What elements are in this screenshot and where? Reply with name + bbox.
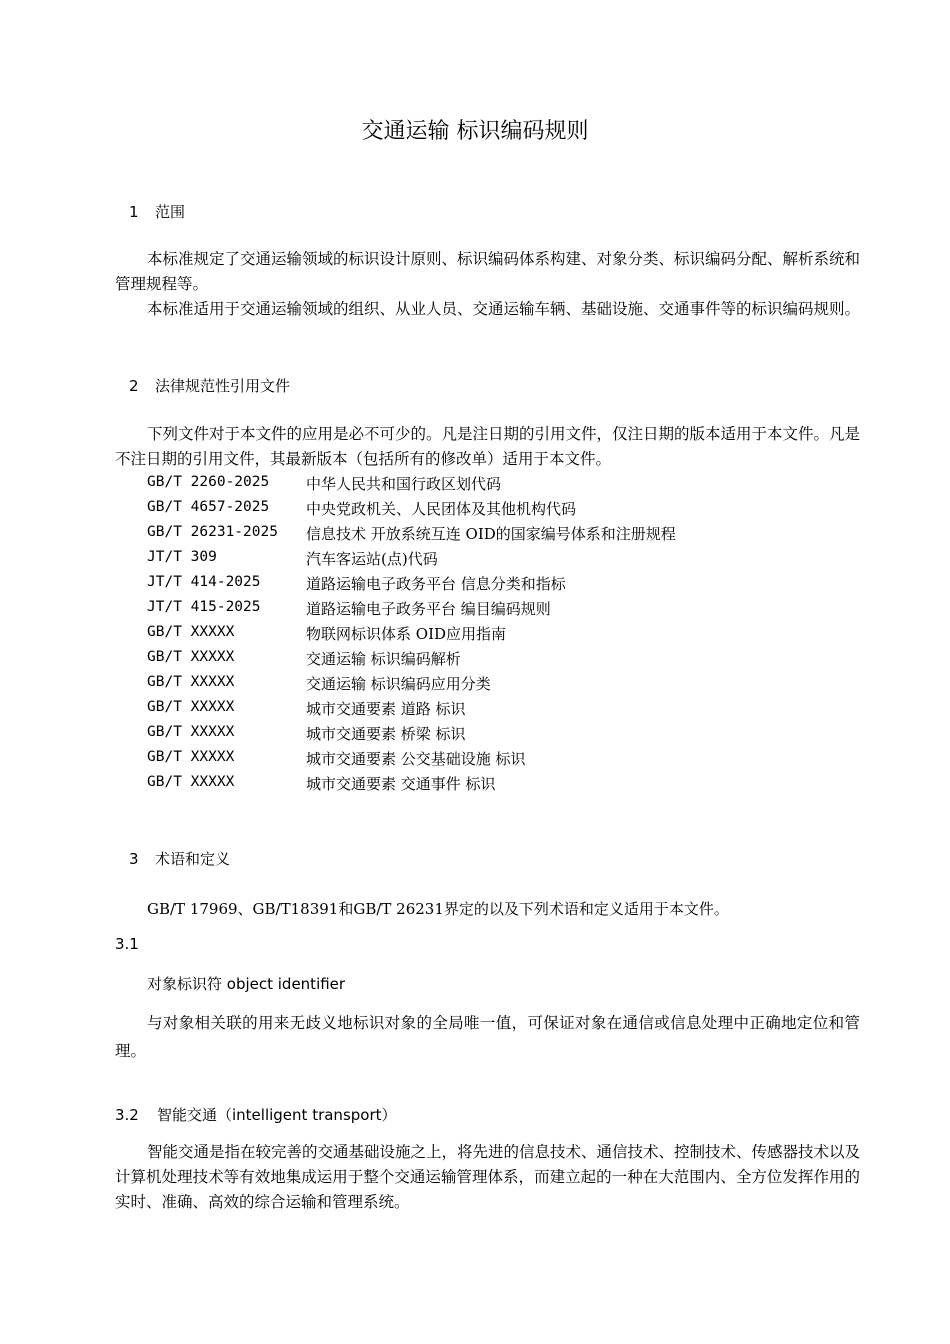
reference-title: 交通运输 标识编码应用分类 bbox=[306, 675, 491, 693]
section-2-heading bbox=[129, 375, 290, 396]
reference-title: 道路运输电子政务平台 信息分类和指标 bbox=[306, 575, 566, 593]
section-3-heading bbox=[129, 848, 230, 869]
reference-code: GB/T XXXXX bbox=[147, 699, 235, 715]
terms-intro: GB/T 17969、GB/T18391和GB/T 26231界定的以及下列术语和定义适用于本文件。 bbox=[147, 900, 729, 918]
references-intro: 下列文件对于本文件的应用是必不可少的。凡是注日期的引用文件，仅注日期的版本适用于本文件。凡是不注日期的引用文件，其最新版本（包括所有的修改单）适用于本文件。 bbox=[115, 425, 861, 468]
section-title: 术语和定义 bbox=[155, 850, 231, 868]
reference-code: GB/T XXXXX bbox=[147, 749, 235, 765]
reference-title: 道路运输电子政务平台 编目编码规则 bbox=[306, 600, 551, 618]
reference-title: 物联网标识体系 OID应用指南 bbox=[306, 625, 507, 643]
section-title: 法律规范性引用文件 bbox=[155, 377, 291, 395]
reference-code: GB/T XXXXX bbox=[147, 624, 235, 640]
reference-code: GB/T XXXXX bbox=[147, 774, 235, 790]
reference-title: 交通运输 标识编码解析 bbox=[306, 650, 461, 668]
reference-title: 城市交通要素 交通事件 标识 bbox=[306, 775, 496, 793]
term-number: 3.1 bbox=[115, 935, 139, 953]
reference-title: 汽车客运站(点)代码 bbox=[306, 550, 438, 568]
reference-code: JT/T 415-2025 bbox=[147, 599, 261, 615]
term-number: 3.2 bbox=[115, 1106, 139, 1124]
reference-code: GB/T XXXXX bbox=[147, 674, 235, 690]
section-number: 2 bbox=[129, 377, 139, 395]
reference-title: 城市交通要素 道路 标识 bbox=[306, 700, 466, 718]
term-heading bbox=[115, 1104, 397, 1125]
reference-code: GB/T 2260-2025 bbox=[147, 474, 270, 490]
section-number: 3 bbox=[129, 850, 139, 868]
document-title: 交通运输 标识编码规则 bbox=[361, 119, 589, 144]
term-definition: 智能交通是指在较完善的交通基础设施之上，将先进的信息技术、通信技术、控制技术、传感器技术以及计算机处理技术等有效地集成运用于整个交通运输管理体系，而建立起的一种在大范围内、全方位发挥作用的实时、准确、高效的综合运输和管理系统。 bbox=[115, 1143, 861, 1211]
section-title: 范围 bbox=[155, 203, 186, 221]
section-1-heading bbox=[129, 201, 185, 222]
section-number: 1 bbox=[129, 203, 139, 221]
term-name: 智能交通（intelligent transport） bbox=[157, 1106, 397, 1124]
term-name: 对象标识符 object identifier bbox=[147, 975, 346, 993]
reference-title: 城市交通要素 桥梁 标识 bbox=[306, 725, 466, 743]
scope-paragraph-2: 本标准适用于交通运输领域的组织、从业人员、交通运输车辆、基础设施、交通事件等的标识编码规则。 bbox=[147, 300, 861, 318]
reference-title: 中央党政机关、人民团体及其他机构代码 bbox=[306, 500, 577, 518]
reference-code: GB/T XXXXX bbox=[147, 724, 235, 740]
reference-code: JT/T 414-2025 bbox=[147, 574, 261, 590]
reference-code: GB/T 26231-2025 bbox=[147, 524, 278, 540]
reference-title: 中华人民共和国行政区划代码 bbox=[306, 475, 502, 493]
reference-code: GB/T XXXXX bbox=[147, 649, 235, 665]
reference-code: JT/T 309 bbox=[147, 549, 217, 565]
scope-paragraph-1: 本标准规定了交通运输领域的标识设计原则、标识编码体系构建、对象分类、标识编码分配、解析系统和管理规程等。 bbox=[115, 250, 861, 293]
reference-title: 城市交通要素 公交基础设施 标识 bbox=[306, 750, 526, 768]
term-definition: 与对象相关联的用来无歧义地标识对象的全局唯一值，可保证对象在通信或信息处理中正确地定位和管理。 bbox=[115, 1014, 860, 1060]
reference-title: 信息技术 开放系统互连 OID的国家编号体系和注册规程 bbox=[306, 525, 676, 543]
reference-code: GB/T 4657-2025 bbox=[147, 499, 270, 515]
